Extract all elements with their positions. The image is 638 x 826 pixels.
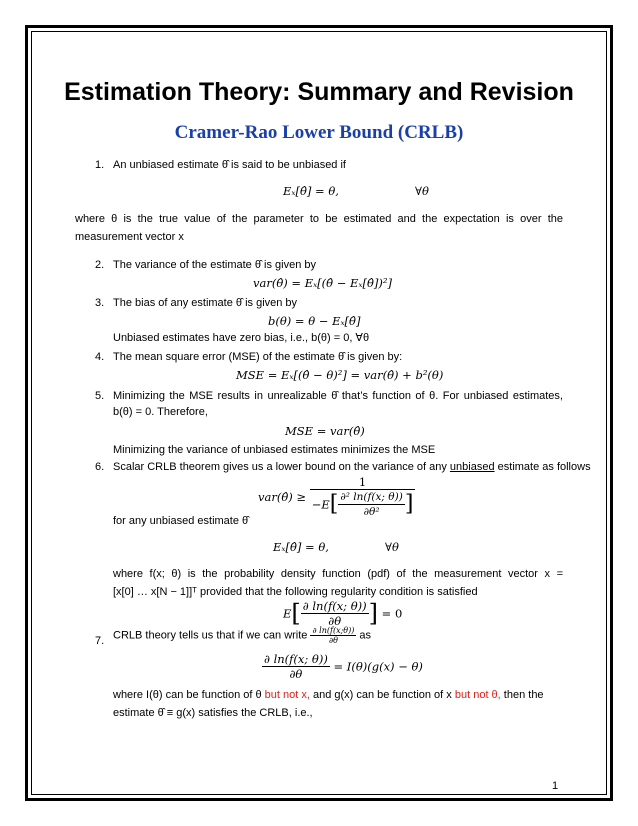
item-3-note: Unbiased estimates have zero bias, i.e., b(θ) = 0, ∀θ	[113, 332, 370, 344]
item-7-red-note-2: but not θ,	[454, 689, 501, 701]
regularity-expectation: E	[283, 606, 292, 621]
item-1-forall: ∀θ	[415, 184, 429, 198]
item-4-equation: MSE = Eₓ[(θ̂ − θ)²] = var(θ̂) + b²(θ)	[236, 368, 444, 382]
item-5-line2: b(θ) = 0. Therefore,	[113, 406, 208, 418]
regularity-condition: E[ $\frac{\partial \ln(f(x; \theta))}{\partial\theta}$ ] = 0	[283, 599, 403, 628]
item-7-inline-denominator: ∂θ	[328, 636, 338, 645]
paragraph-where-line1: where θ is the true value of the parameter to be estimated and the expectation is over the	[75, 213, 563, 225]
item-4-text: The mean square error (MSE) of the estimate θ̂ is given by:	[113, 351, 403, 363]
item-7-denominator: ∂θ	[289, 667, 303, 681]
item-6-text-underlined: unbiased	[449, 461, 495, 473]
item-7-red-note-1: but not x,	[264, 689, 310, 701]
regularity-denominator: ∂θ	[328, 614, 342, 628]
item-7-text-start: CRLB theory tells us that if we can write	[113, 629, 308, 642]
crlb-numerator: 1	[310, 475, 416, 490]
page-number: 1	[552, 780, 559, 792]
item-7-text	[113, 626, 371, 645]
item-6-for-unbiased: for any unbiased estimate θ̂	[113, 515, 249, 527]
item-6-text	[113, 460, 591, 474]
item-number-6: 6.	[95, 461, 105, 473]
item-7-numerator: ∂ ln(f(x; θ))	[264, 652, 328, 666]
item-7-inline-fraction	[310, 626, 356, 645]
crlb-inner-denominator: ∂θ²	[363, 506, 380, 518]
item-6-where-line1: where f(x; θ) is the probability density function (pdf) of the measurement vector x =	[113, 568, 563, 580]
item-3-text: The bias of any estimate θ̂ is given by	[113, 297, 298, 309]
item-5-equation: MSE = var(θ̂)	[285, 424, 365, 438]
regularity-rhs: = 0	[381, 606, 403, 621]
crlb-denominator-expectation: −E	[311, 497, 330, 512]
item-number-4: 4.	[95, 351, 105, 363]
item-number-2: 2.	[95, 259, 105, 271]
regularity-numerator: ∂ ln(f(x; θ))	[302, 599, 367, 613]
item-1-equation: Eₓ[θ̂] = θ,	[283, 184, 339, 198]
crlb-lhs: var(θ̂) ≥	[258, 490, 307, 504]
paragraph-where-line2: measurement vector x	[75, 231, 184, 243]
crlb-denominator: −E[ $\frac{\text{∂² ln(f(x; θ))}}{\text{∂θ²}}$ ]	[311, 491, 414, 518]
item-5-note: Minimizing the variance of unbiased estimates minimizes the MSE	[113, 444, 436, 456]
item-6-equation-2: Eₓ[θ̂] = θ,	[273, 540, 329, 554]
item-7-inline-numerator: ∂ ln(f(x;θ))	[312, 626, 355, 635]
item-6-where-line2: [x[0] … x[N − 1]]ᵀ provided that the following regularity condition is satisfied	[113, 586, 478, 598]
item-7-where-line2: estimate θ̂ ≡ g(x) satisfies the CRLB, i.e.,	[113, 707, 313, 719]
item-1-text: An unbiased estimate θ̂ is said to be unbiased if	[113, 159, 346, 171]
document-title: Estimation Theory: Summary and Revision	[64, 78, 574, 106]
item-7-where-line1	[113, 688, 563, 702]
item-number-5: 5.	[95, 390, 105, 402]
crlb-fraction	[310, 475, 416, 519]
crlb-inner-numerator: ∂² ln(f(x; θ))	[340, 491, 403, 503]
item-7-equation	[262, 652, 423, 681]
item-7-where-b: and g(x) can be function of x	[312, 689, 452, 701]
item-number-3: 3.	[95, 297, 105, 309]
item-5-line1: Minimizing the MSE results in unrealizable θ̂ that’s function of θ. For unbiased estimates,	[113, 390, 563, 402]
item-2-equation: var(θ̂) = Eₓ[(θ̂ − Eₓ[θ̂])²]	[253, 276, 392, 290]
item-number-1: 1.	[95, 159, 105, 171]
item-6-forall: ∀θ	[385, 540, 399, 554]
item-2-text: The variance of the estimate θ̂ is given by	[113, 259, 316, 271]
item-7-where-c: then the	[503, 689, 544, 701]
item-6-text-end: estimate as follows	[497, 461, 591, 473]
item-6-text-start: Scalar CRLB theorem gives us a lower bound on the variance of any	[113, 461, 447, 473]
item-3-equation: b(θ) = θ − Eₓ[θ̂]	[268, 314, 361, 328]
item-7-rhs: = I(θ)(g(x) − θ)	[333, 659, 423, 674]
item-number-7: 7.	[95, 635, 105, 647]
item-7-text-end: as	[359, 629, 372, 642]
crlb-inequality	[258, 475, 415, 519]
section-subtitle: Cramer-Rao Lower Bound (CRLB)	[174, 122, 464, 143]
item-7-where-a: where I(θ) can be function of θ	[113, 689, 262, 701]
